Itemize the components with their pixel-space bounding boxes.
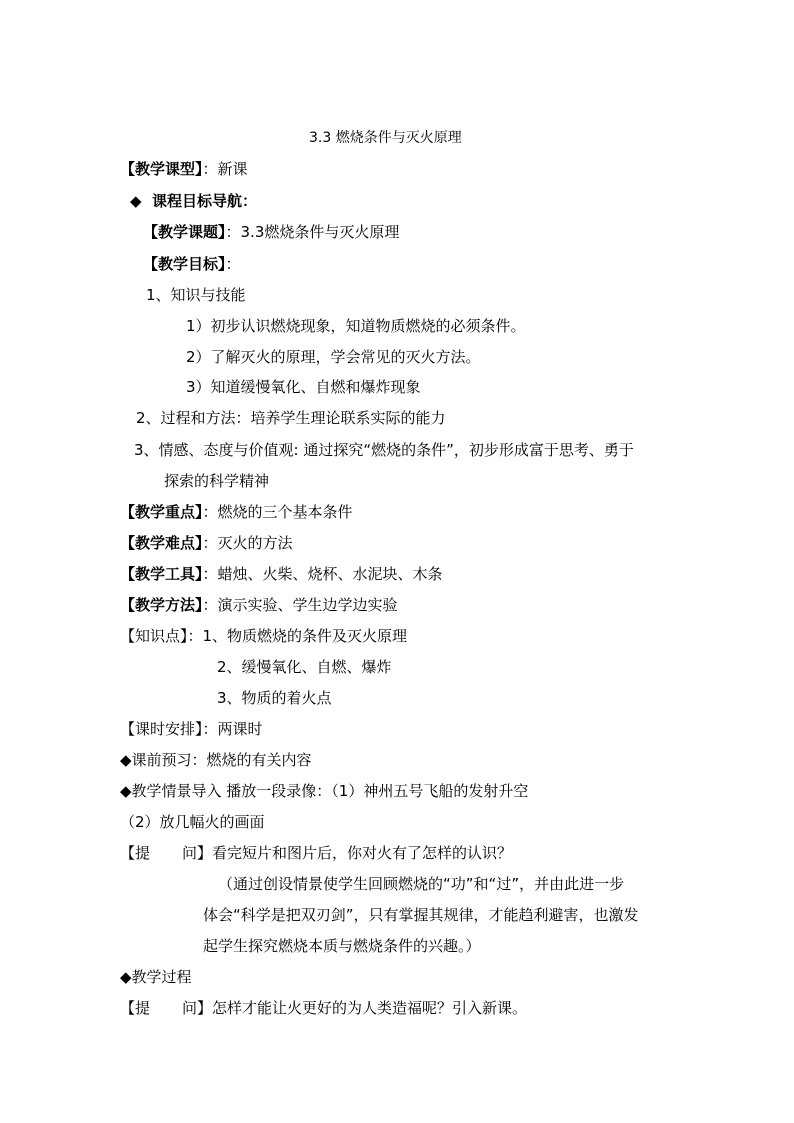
diamond-bullet-icon: ◆ [130, 192, 142, 210]
goal-item-2: 2）了解灭火的原理，学会常见的灭火方法。 [186, 348, 481, 366]
intro-line-1: ◆教学情景导入 播放一段录像：（1）神州五号飞船的发射升空 [120, 782, 529, 800]
goal-process-method: 2、过程和方法：培养学生理论联系实际的能力 [136, 409, 446, 427]
key-point-label: 【教学重点】 [120, 503, 203, 521]
question-1-label-left: 【提 [120, 844, 151, 862]
topic-label: 【教学课题】 [143, 223, 226, 241]
note-line-3: 起学生探究燃烧本质与燃烧条件的兴趣。） [203, 937, 481, 955]
intro-line-2: （2）放几幅火的画面 [120, 813, 265, 831]
difficulty-label: 【教学难点】 [120, 534, 203, 552]
goal-emotion-line-1: 3、情感、态度与价值观: 通过探究“燃烧的条件”，初步形成富于思考、勇于 [134, 441, 634, 459]
note-line-2: 体会“科学是把双刃剑”，只有掌握其规律，才能趋利避害，也激发 [203, 906, 639, 924]
knowledge-item-1: ：1、物质燃烧的条件及灭火原理 [187, 627, 408, 645]
question-2-label-right: 问】 [182, 999, 213, 1017]
goals-line [143, 254, 241, 274]
schedule-value: ：两课时 [202, 720, 263, 738]
preview-line: ◆课前预习：燃烧的有关内容 [120, 751, 312, 769]
lesson-type-value: ：新课 [202, 160, 248, 178]
goal-item-3: 3）知道缓慢氧化、自燃和爆炸现象 [186, 378, 421, 396]
question-1-line [120, 843, 512, 863]
question-2-label-left: 【提 [120, 999, 151, 1017]
tools-label: 【教学工具】 [120, 565, 203, 583]
goals-value: ： [225, 255, 241, 273]
question-2-text: 怎样才能让火更好的为人类造福呢？引入新课。 [212, 999, 528, 1017]
process-heading: ◆教学过程 [120, 968, 192, 986]
course-goal-nav [130, 191, 257, 211]
difficulty-line [120, 533, 293, 553]
key-point-value: ：燃烧的三个基本条件 [202, 503, 353, 521]
lesson-type-line [120, 159, 248, 179]
key-point-line [120, 502, 353, 522]
topic-line [143, 222, 399, 242]
schedule-line [120, 719, 263, 739]
method-label: 【教学方法】 [120, 596, 203, 614]
tools-value: ：蜡烛、火柴、烧杯、水泥块、木条 [202, 565, 443, 583]
course-goal-nav-label: 课程目标导航： [152, 192, 258, 210]
method-line [120, 595, 398, 615]
goal-knowledge-skills: 1、知识与技能 [146, 286, 246, 304]
question-1-label-right: 问】 [182, 844, 213, 862]
tools-line [120, 564, 443, 584]
question-1-text: 看完短片和图片后，你对火有了怎样的认识？ [212, 844, 513, 862]
note-line-1: （通过创设情景使学生回顾燃烧的“功”和“过”，并由此进一步 [218, 875, 625, 893]
topic-value: ：3.3燃烧条件与灭火原理 [225, 223, 400, 241]
knowledge-item-2: 2、缓慢氧化、自燃、爆炸 [217, 658, 392, 676]
difficulty-value: ：灭火的方法 [202, 534, 293, 552]
question-2-line [120, 998, 527, 1018]
knowledge-item-3: 3、物质的着火点 [217, 689, 332, 707]
knowledge-label: 【知识点】 [120, 627, 188, 645]
method-value: ：演示实验、学生边学边实验 [202, 596, 398, 614]
schedule-label: 【课时安排】 [120, 720, 203, 738]
lesson-type-label: 【教学课型】 [120, 160, 203, 178]
knowledge-line-1 [120, 626, 407, 646]
goals-label: 【教学目标】 [143, 255, 226, 273]
goal-item-1: 1）初步认识燃烧现象，知道物质燃烧的必须条件。 [186, 317, 526, 335]
goal-emotion-line-2: 探索的科学精神 [164, 472, 270, 490]
page-title: 3.3 燃烧条件与灭火原理 [309, 130, 462, 146]
